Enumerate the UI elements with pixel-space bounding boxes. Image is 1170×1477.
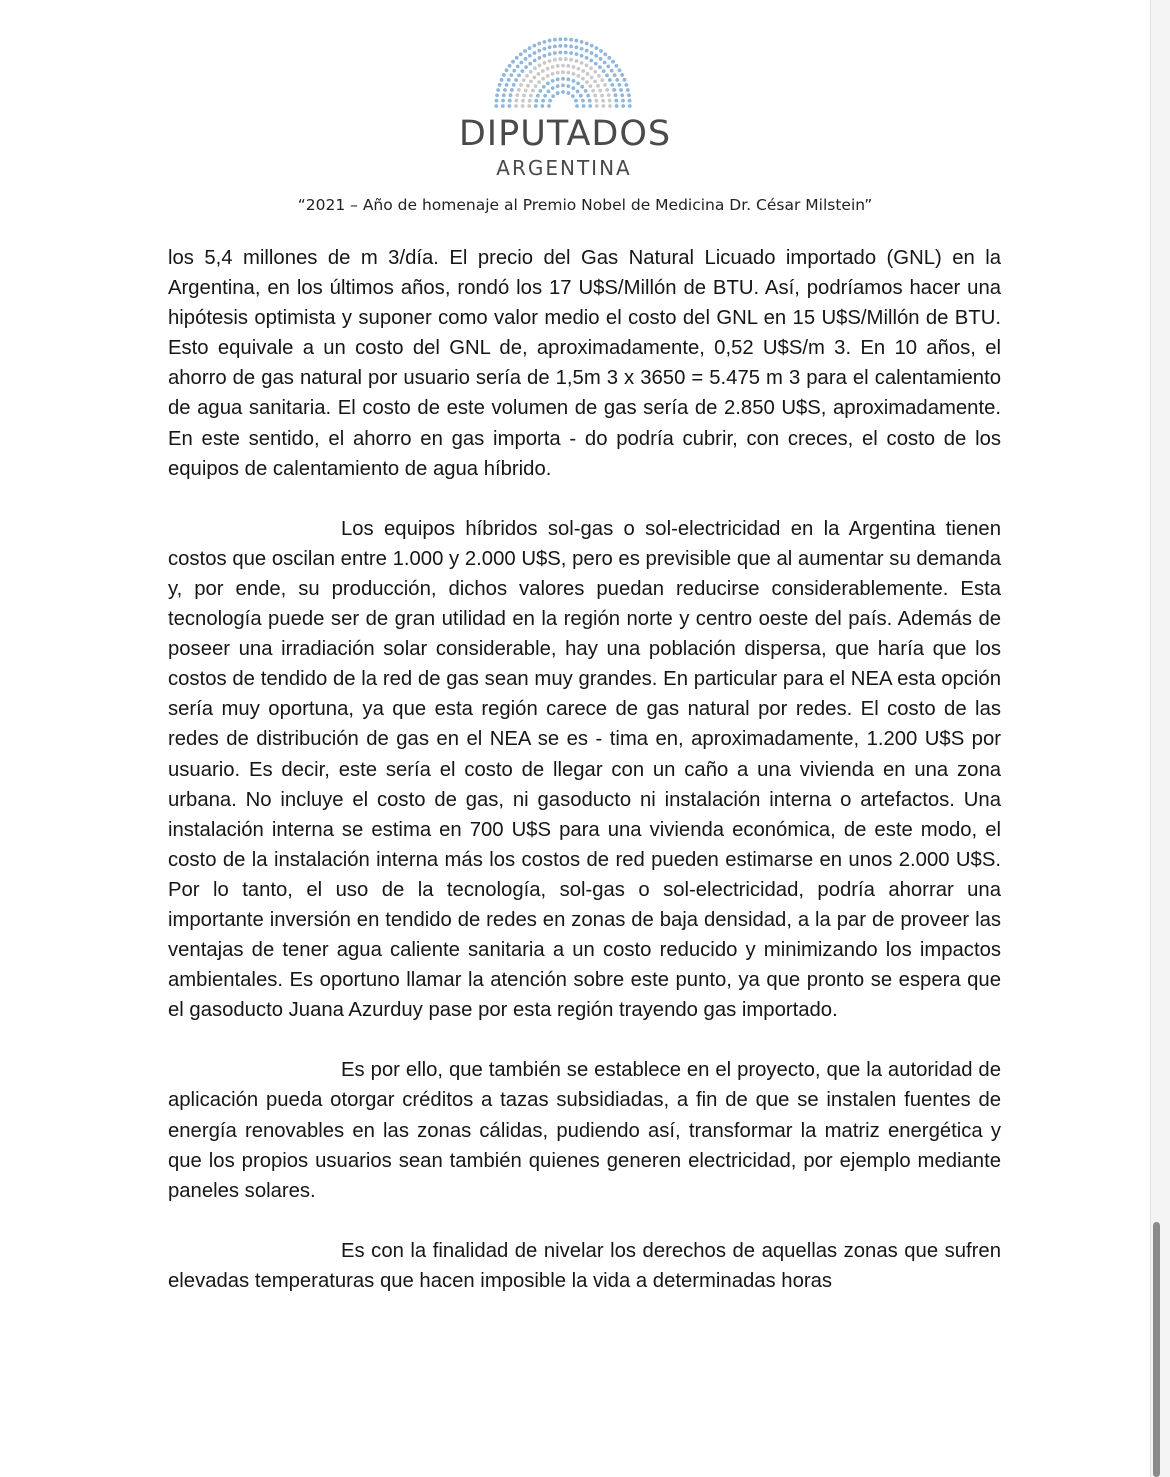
- paragraph-3: Es por ello, que también se establece en el proyecto, que la autoridad de aplicación pueda otorgar créditos a tazas subsidiadas, a fin de que se instalen fuentes de energía renovables en las zonas cálidas, pudiendo así, transformar la matriz energética y que los propios usuarios sean también quienes generen electricidad, por ejemplo mediante paneles solares.: [168, 1059, 1001, 1202]
- paragraph-2: Los equipos híbridos sol-gas o sol-electricidad en la Argentina tienen costos que oscilan entre 1.000 y 2.000 U$S, pero es previsible que al aumentar su demanda y, por ende, su producción, dichos valores puedan reducirse considerablemente. Esta tecnología puede ser de gran utilidad en la región norte y centro oeste del país. Además de poseer una irradiación solar considerable, hay una población dispersa, que haría que los costos de tendido de la red de gas sean muy grandes. En particular para el NEA esta opción sería muy oportuna, ya que esta región carece de gas natural por redes. El costo de las redes de distribución de gas en el NEA se es - tima en, aproximadamente, 1.200 U$S por usuario. Es decir, este sería el costo de llegar con un caño a una vivienda en una zona urbana. No incluye el costo de gas, ni gasoducto ni instalación interna o artefactos. Una instalación interna se estima en 700 U$S para una vivienda económica, de este modo, el costo de la instalación interna más los costos de red pueden estimarse en unos 2.000 U$S. Por lo tanto, el uso de la tecnología, sol-gas o sol-electricidad, podría ahorrar una importante inversión en tendido de redes en zonas de baja densidad, a la par de proveer las ventajas de tener agua caliente sanitaria a un costo reducido y minimizando los impactos ambientales. Es oportuno llamar la atención sobre este punto, ya que pronto se espera que el gasoducto Juana Azurduy pase por esta región trayendo gas importado.: [168, 517, 1001, 1022]
- year-motto: “2021 – Año de homenaje al Premio Nobel de Medicina Dr. César Milstein”: [297, 196, 873, 214]
- organization-country: ARGENTINA: [496, 156, 632, 180]
- hemicycle-logo-icon: [490, 36, 636, 108]
- document-body: [168, 243, 1001, 1326]
- vertical-scrollbar[interactable]: [1153, 1222, 1160, 1477]
- paragraph-1: los 5,4 millones de m 3/día. El precio del Gas Natural Licuado importado (GNL) en la Argentina, en los últimos años, rondó los 17 U$S/Millón de BTU. Así, podríamos hacer una hipótesis optimista y suponer como valor medio el costo del GNL en 15 U$S/Millón de BTU. Esto equivale a un costo del GNL de, aproximadamente, 0,52 U$S/m 3. En 10 años, el ahorro de gas natural por usuario sería de 1,5m 3 x 3650 = 5.475 m 3 para el calentamiento de agua sanitaria. El costo de este volumen de gas sería de 2.850 U$S, aproximadamente. En este sentido, el ahorro en gas importa - do podría cubrir, con creces, el costo de los equipos de calentamiento de agua híbrido.: [168, 247, 1001, 480]
- organization-name: DIPUTADOS: [458, 114, 672, 154]
- paragraph-4: Es con la finalidad de nivelar los derechos de aquellas zonas que sufren elevadas temperaturas que hacen imposible la vida a determinadas horas: [168, 1239, 1001, 1292]
